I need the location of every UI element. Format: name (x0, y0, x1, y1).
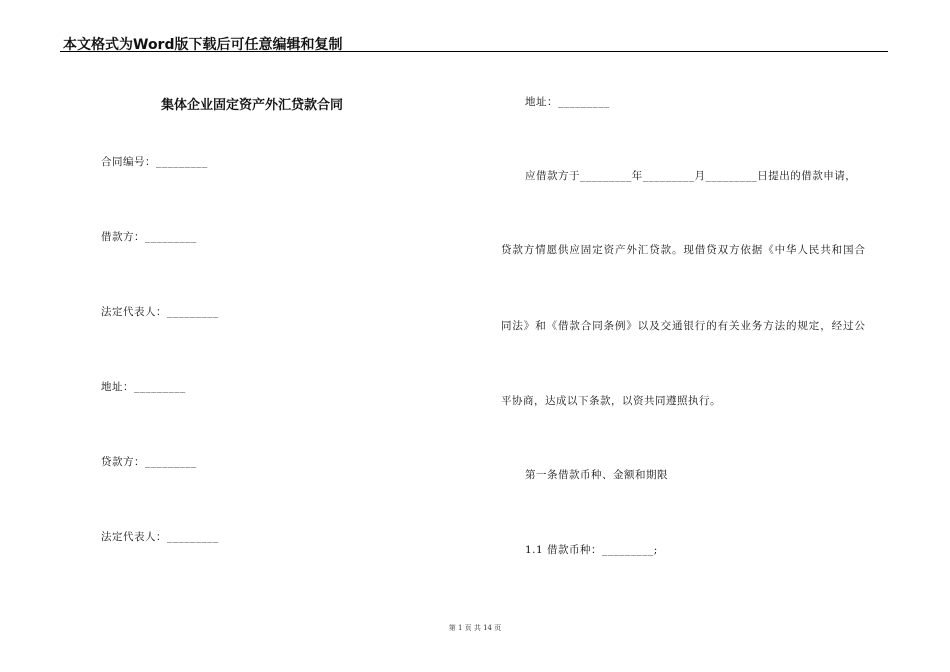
header-title: 本文格式为Word版下载后可任意编辑和复制 (63, 37, 343, 53)
body-paragraph-line: 贷款方情愿供应固定资产外汇贷款。现借贷双方依据《中华人民共和国合 (501, 244, 866, 256)
clause-line: 1.1 借款币种：_________; (525, 544, 658, 556)
document-title: 集体企业固定资产外汇贷款合同 (161, 98, 344, 113)
body-paragraph-line: 应借款方于_________年_________月_________日提出的借款申请， (525, 170, 857, 182)
page-number: 第 1 页 共 14 页 (448, 624, 502, 632)
borrower-legal-representative-field: 法定代表人：_________ (101, 306, 219, 318)
article-heading: 第一条借款币种、金额和期限 (525, 469, 668, 481)
borrower-field: 借款方：_________ (101, 231, 197, 243)
body-paragraph-line: 同法》和《借款合同条例》以及交通银行的有关业务方法的规定，经过公 (501, 320, 866, 332)
borrower-address-field: 地址：_________ (101, 381, 186, 393)
lender-legal-representative-field: 法定代表人：_________ (101, 531, 219, 543)
lender-field: 贷款方：_________ (101, 456, 197, 468)
contract-number-field: 合同编号：_________ (101, 156, 208, 168)
header-divider (60, 51, 888, 52)
lender-address-field: 地址：_________ (525, 96, 610, 108)
body-paragraph-line: 平协商，达成以下条款，以资共同遵照执行。 (501, 395, 721, 407)
